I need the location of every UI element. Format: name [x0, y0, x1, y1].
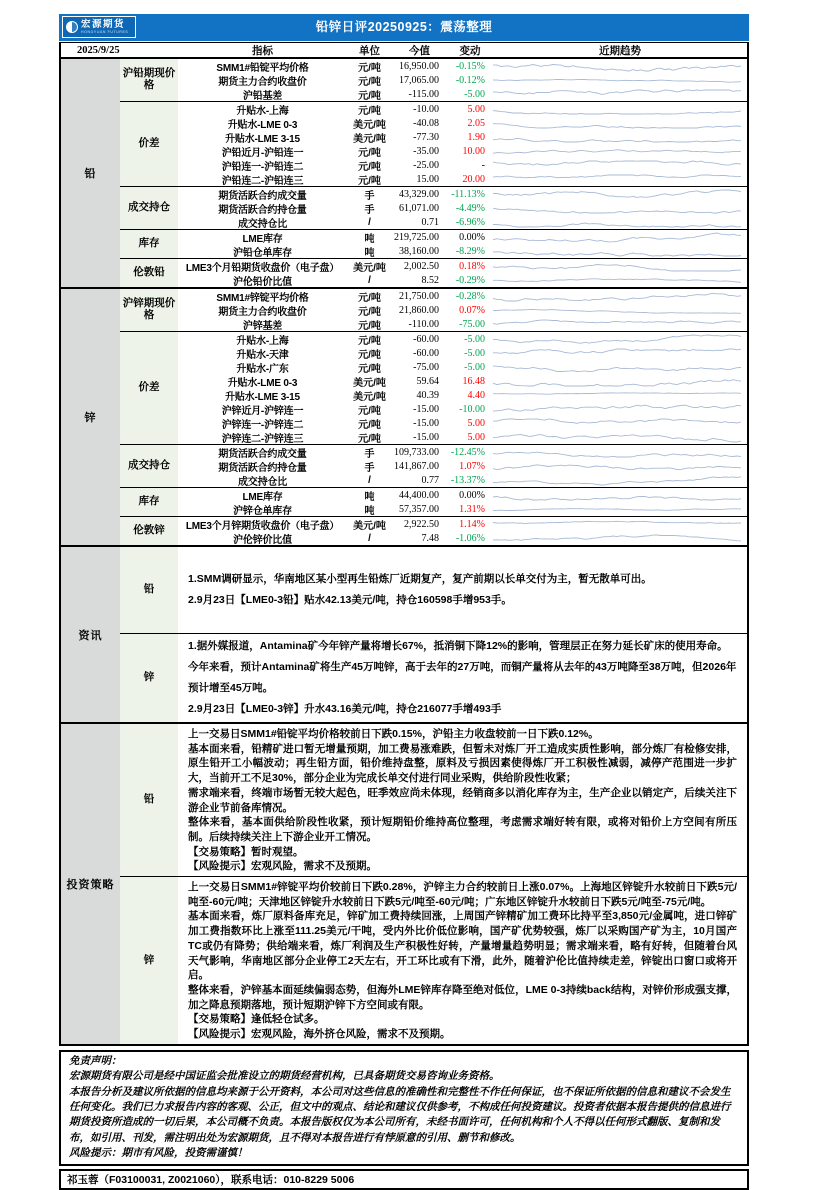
indicator-name: LME库存 [242, 234, 283, 245]
indicator-name: 期货主力合约收盘价 [218, 307, 307, 318]
table-row [178, 388, 747, 402]
trend-sparkline [493, 103, 747, 116]
indicator-group-label: 库存 [120, 488, 178, 516]
column-header-value: 今值 [409, 45, 430, 57]
analyst-footer [59, 1169, 749, 1190]
disclaimer-text [69, 1069, 739, 1161]
column-header-change: 变动 [459, 45, 481, 57]
text-line: 整体来看，基本面供给阶段性收紧，预计短期铅价维持高位整理，考虑需求端好转有限，或将对铅价上方空间有所压制。后续持续关注上下游企业开工情况。 [188, 816, 737, 843]
change-cell: 0.00% [459, 232, 485, 243]
analyst-contact: 祁玉蓉（F03100031, Z0021060），联系电话：010-8229 5006 [67, 1174, 355, 1187]
table-row [178, 402, 747, 416]
change-cell: 0.07% [459, 305, 485, 316]
value-cell: -10.00 [413, 104, 439, 115]
value-cell: -77.30 [413, 132, 439, 143]
table-row [178, 332, 747, 346]
unit-cell: 元/吨 [358, 307, 381, 318]
change-cell: 1.14% [459, 519, 485, 530]
trend-sparkline [493, 474, 747, 487]
main-table [59, 42, 749, 1046]
value-cell: 17,065.00 [399, 75, 439, 86]
trend-sparkline [493, 173, 747, 186]
unit-cell: 手 [364, 463, 375, 474]
trend-sparkline [493, 389, 747, 402]
trend-sparkline [493, 202, 747, 215]
change-cell: -6.96% [455, 217, 485, 228]
change-cell: -10.00 [459, 404, 485, 415]
indicator-group [120, 289, 747, 331]
table-row [178, 289, 747, 303]
unit-cell: / [368, 275, 371, 286]
value-cell: -15.00 [413, 404, 439, 415]
metal-sub-label: 锌 [120, 634, 178, 722]
report-date: 2025/9/25 [77, 45, 120, 56]
trend-sparkline [493, 117, 747, 130]
unit-cell: 吨 [364, 492, 375, 503]
strategy-block-铅 [120, 724, 747, 876]
title-bar [59, 14, 749, 41]
trend-sparkline [493, 417, 747, 430]
indicator-name: 升贴水-上海 [236, 336, 289, 347]
strategy-block-锌 [120, 876, 747, 1044]
change-cell: -4.49% [455, 203, 485, 214]
indicator-name: 沪锌基差 [242, 321, 283, 332]
unit-cell: 手 [364, 191, 375, 202]
unit-cell: 吨 [364, 506, 375, 517]
value-cell: -15.00 [413, 418, 439, 429]
trend-sparkline [493, 333, 747, 346]
text-line: 2.9月23日【LME0-3铅】贴水42.13美元/吨，持仓160598手增953手。 [188, 594, 512, 606]
text-line: 需求端来看，终端市场暂无较大起色，旺季效应尚未体现，经销商多以消化库存为主，生产企业以销定产，后续关注下游企业节前备库情况。 [188, 786, 737, 814]
change-cell: 16.48 [462, 376, 485, 387]
value-cell: 109,733.00 [394, 447, 439, 458]
text-line: 【交易策略】暂时观望。 [188, 845, 304, 858]
trend-sparkline [493, 260, 747, 273]
indicator-name: 期货活跃合约成交量 [218, 191, 307, 202]
trend-sparkline [493, 347, 747, 360]
change-cell: -5.00 [464, 334, 485, 345]
trend-sparkline [493, 131, 747, 144]
table-row [178, 445, 747, 459]
unit-cell: 元/吨 [358, 293, 381, 304]
news-section [61, 545, 747, 722]
trend-sparkline [493, 403, 747, 416]
text-line: 1.据外媒报道，Antamina矿今年锌产量将增长67%，抵消铜下降12%的影响，管理层正在努力延长矿床的使用寿命。今年来看，预计Antamina矿将生产45万吨锌，高于去年的27万吨，而铜产量将从去年的43万吨降至38万吨，但2026年预计增至45万吨。 [188, 640, 737, 694]
table-row [178, 502, 747, 516]
change-cell: -75.00 [459, 319, 485, 330]
value-cell: 8.52 [421, 275, 439, 286]
trend-sparkline [493, 159, 747, 172]
table-header-row [61, 43, 747, 59]
trend-sparkline [493, 503, 747, 516]
change-cell: 5.00 [467, 432, 485, 443]
table-row [178, 144, 747, 158]
change-cell: -0.28% [455, 291, 485, 302]
indicator-name: 升贴水-广东 [236, 364, 289, 375]
value-cell: -40.08 [413, 118, 439, 129]
text-line: 基本面来看，铅精矿进口暂无增量预期，加工费易涨难跌，但暂未对炼厂开工造成实质性影响，部分炼厂有检修安排，原生铅开工小幅波动；再生铅方面，铅价维持盘整，原料及亏损因素使得炼厂开工积极性减弱，减停产范围进一步扩大，当前开工不足30%，部分企业为完成长单交付进行同业采购，供给阶段性收紧； [188, 742, 737, 785]
indicator-name: 沪铅连二-沪铅连三 [221, 176, 304, 187]
text-line: 上一交易日SMM1#铅锭平均价格较前日下跌0.15%，沪铅主力收盘较前一日下跌0.12%。 [188, 728, 599, 740]
unit-cell: 手 [364, 205, 375, 216]
unit-cell: 元/吨 [358, 148, 381, 159]
change-cell: -13.37% [450, 475, 485, 486]
table-row [178, 473, 747, 487]
trend-sparkline [493, 361, 747, 374]
trend-sparkline [493, 88, 747, 101]
strategy-section [61, 722, 747, 1044]
unit-cell: 元/吨 [358, 336, 381, 347]
indicator-name: 升贴水-LME 0-3 [227, 378, 298, 389]
value-cell: -15.00 [413, 432, 439, 443]
change-cell: -5.00 [464, 362, 485, 373]
indicator-group-label: 伦敦铅 [120, 259, 178, 287]
strategy-section-label: 投资策略 [61, 724, 120, 1044]
text-line: 【交易策略】逢低轻仓试多。 [188, 1013, 325, 1026]
value-cell: 43,329.00 [399, 189, 439, 200]
company-logo [62, 16, 136, 38]
trend-sparkline [493, 518, 747, 531]
globe-logo-icon [66, 21, 78, 33]
report-title: 铅锌日评20250925：震荡整理 [315, 20, 493, 34]
indicator-group-label: 伦敦锌 [120, 517, 178, 545]
change-cell: 1.31% [459, 504, 485, 515]
table-row [178, 87, 747, 101]
indicator-name: 期货主力合约收盘价 [218, 77, 307, 88]
unit-cell: 吨 [364, 248, 375, 259]
table-row [178, 317, 747, 331]
table-row [178, 215, 747, 229]
text-line: 基本面来看，炼厂原料备库充足，锌矿加工费持续回涨，上周国产锌精矿加工费环比持平至3,850元/金属吨，进口锌矿加工费指数环比上涨至111.25美元/干吨，受内外比价低位影响，国产矿优势较强，炼厂以采购国产矿为主，10月国产TC或仍有降势；供给端来看，炼厂利润及生产积极性好转，产量增量趋势明显；需求端来看，略有好转，但随着台风天气影响，华南地区部分企业停工2天左右，开工环比或有下滑，此外，随着沪伦比值持续走差，锌锭出口窗口或将开启。 [188, 910, 737, 982]
unit-cell: 美元/吨 [353, 378, 386, 389]
news-section-label: 资讯 [61, 547, 120, 722]
indicator-group [120, 101, 747, 186]
change-cell: -1.06% [455, 533, 485, 544]
unit-cell: 吨 [364, 234, 375, 245]
table-row [178, 102, 747, 116]
text-line: 2.9月23日【LME0-3锌】升水43.16美元/吨，持仓216077手增493手 [188, 703, 502, 715]
indicator-name: SMM1#铅锭平均价格 [216, 63, 309, 74]
table-row [178, 303, 747, 317]
unit-cell: 美元/吨 [353, 521, 386, 532]
change-cell: 2.05 [467, 118, 485, 129]
unit-cell: 美元/吨 [353, 120, 386, 131]
trend-sparkline [493, 245, 747, 258]
table-body [61, 59, 747, 545]
indicator-name: 期货活跃合约持仓量 [218, 463, 307, 474]
report-content [59, 14, 749, 1190]
indicator-group-label: 价差 [120, 102, 178, 186]
trend-sparkline [493, 74, 747, 87]
value-cell: -115.00 [408, 89, 439, 100]
indicator-group-label: 成交持仓 [120, 445, 178, 487]
unit-cell: 美元/吨 [353, 263, 386, 274]
value-cell: 219,725.00 [394, 232, 439, 243]
table-row [178, 130, 747, 144]
change-cell: -0.12% [455, 75, 485, 86]
table-row [178, 201, 747, 215]
column-header-unit: 单位 [359, 45, 380, 57]
indicator-name: 沪铅基差 [242, 91, 283, 102]
value-cell: -60.00 [413, 334, 439, 345]
table-row [178, 430, 747, 444]
indicator-name: 沪铅仓单库存 [233, 248, 292, 259]
change-cell: 10.00 [462, 146, 485, 157]
change-cell: -0.15% [455, 61, 485, 72]
table-row [178, 187, 747, 201]
trend-sparkline [493, 446, 747, 459]
indicator-group [120, 331, 747, 444]
metal-section-锌 [61, 287, 747, 545]
disclaimer-paragraph: 宏源期货有限公司是经中国证监会批准设立的期货经营机构，已具备期货交易咨询业务资格。 [69, 1070, 500, 1083]
trend-sparkline [493, 431, 747, 444]
unit-cell: 元/吨 [358, 321, 381, 332]
news-block-text [178, 547, 747, 633]
indicator-name: 期货活跃合约成交量 [218, 449, 307, 460]
text-line: 1.SMM调研显示，华南地区某小型再生铅炼厂近期复产，复产前期以长单交付为主，暂无散单可出。 [188, 573, 652, 585]
change-cell: -8.29% [455, 246, 485, 257]
indicator-group-label: 沪锌期现价格 [120, 289, 178, 331]
metal-sub-label: 铅 [120, 724, 178, 876]
unit-cell: / [368, 475, 371, 486]
indicator-name: LME3个月锌期货收盘价（电子盘） [185, 521, 340, 532]
unit-cell: 美元/吨 [353, 134, 386, 145]
table-row [178, 244, 747, 258]
table-row [178, 416, 747, 430]
table-row [178, 360, 747, 374]
unit-cell: / [368, 217, 371, 228]
indicator-name: 升贴水-LME 3-15 [225, 134, 300, 145]
indicator-name: 升贴水-上海 [236, 106, 289, 117]
unit-cell: 元/吨 [358, 176, 381, 187]
metal-sub-label: 铅 [120, 547, 178, 633]
metal-label: 铅 [61, 59, 120, 287]
indicator-name: 升贴水-LME 3-15 [225, 392, 300, 403]
change-cell: 4.40 [467, 390, 485, 401]
table-row [178, 374, 747, 388]
value-cell: 7.48 [421, 533, 439, 544]
value-cell: 59.64 [416, 376, 439, 387]
value-cell: 2,922.50 [404, 519, 439, 530]
indicator-name: 升贴水-LME 0-3 [227, 120, 298, 131]
value-cell: 44,400.00 [399, 490, 439, 501]
indicator-name: 沪锌仓单库存 [233, 506, 292, 517]
text-line: 【风险提示】宏观风险，需求不及预期。 [188, 860, 377, 873]
unit-cell: 元/吨 [358, 420, 381, 431]
text-line: 上一交易日SMM1#锌锭平均价较前日下跌0.28%，沪锌主力合约较前日上涨0.07%。上海地区锌锭升水较前日下跌5元/吨至-60元/吨；天津地区锌锭升水较前日下跌5元/吨至-60元/吨；广东地区锌锭升水较前日下跌5元/吨至-75元/吨。 [188, 881, 737, 908]
trend-sparkline [493, 304, 747, 317]
change-cell: 1.90 [467, 132, 485, 143]
disclaimer-paragraph: 本报告分析及建议所依据的信息均来源于公开资料，本公司对这些信息的准确性和完整性不作任何保证，也不保证所依据的信息和建议不会发生任何变化。我们已力求报告内容的客观、公正，但文中的观点、结论和建议仅供参考，不构成任何投资建议。投资者依据本报告提供的信息进行期货投资所造成的一切后果，本公司概不负责。本报告版权仅为本公司所有，未经书面许可，任何机构和个人不得以任何形式翻版、复制和发布，如引用、刊发，需注明出处为宏源期货，且不得对本报告进行有悖原意的引用、删节和修改。 [69, 1085, 731, 1144]
indicator-name: 成交持仓比 [238, 219, 287, 230]
table-row [178, 73, 747, 87]
trend-sparkline [493, 231, 747, 244]
change-cell: -5.00 [464, 89, 485, 100]
indicator-group-label: 沪铅期现价格 [120, 59, 178, 101]
indicator-name: SMM1#锌锭平均价格 [216, 293, 309, 304]
column-header-indicator: 指标 [252, 45, 273, 57]
change-cell: 0.00% [459, 490, 485, 501]
indicator-group [120, 59, 747, 101]
table-row [178, 59, 747, 73]
company-name: 宏源期货 [81, 19, 126, 30]
indicator-name: 沪伦锌价比值 [233, 535, 292, 546]
unit-cell: 元/吨 [358, 106, 381, 117]
change-cell: 5.00 [467, 418, 485, 429]
indicator-group-label: 价差 [120, 332, 178, 444]
unit-cell: 元/吨 [358, 91, 381, 102]
unit-cell: 元/吨 [358, 364, 381, 375]
change-cell: - [481, 160, 485, 171]
trend-sparkline [493, 532, 747, 545]
unit-cell: 元/吨 [358, 434, 381, 445]
trend-sparkline [493, 216, 747, 229]
value-cell: 15.00 [416, 174, 439, 185]
indicator-group [120, 444, 747, 487]
indicator-group [120, 186, 747, 229]
text-line: 整体来看，沪锌基本面延续偏弱态势，但海外LME锌库存降至绝对低位，LME 0-3持续back结构，对锌价形成强支撑，加之降息预期落地，预计短期沪锌下方空间或有限。 [188, 983, 737, 1011]
strategy-block-text [178, 877, 747, 1044]
change-cell: -11.13% [451, 189, 485, 200]
news-block-铅 [120, 547, 747, 633]
value-cell: 16,950.00 [399, 61, 439, 72]
metal-sub-label: 锌 [120, 877, 178, 1044]
change-cell: -0.29% [455, 275, 485, 286]
metal-label: 锌 [61, 289, 120, 545]
indicator-name: 沪锌连一-沪锌连二 [221, 420, 304, 431]
trend-sparkline [493, 60, 747, 73]
table-row [178, 230, 747, 244]
unit-cell: 元/吨 [358, 350, 381, 361]
table-row [178, 459, 747, 473]
value-cell: 40.39 [416, 390, 439, 401]
value-cell: -25.00 [413, 160, 439, 171]
unit-cell: 手 [364, 449, 375, 460]
change-cell: 0.18% [459, 261, 485, 272]
indicator-name: 沪锌近月-沪锌连一 [221, 406, 304, 417]
indicator-group-label: 成交持仓 [120, 187, 178, 229]
indicator-name: 沪锌连二-沪锌连三 [221, 434, 304, 445]
disclaimer-title: 免责声明： [69, 1055, 122, 1068]
trend-sparkline [493, 290, 747, 303]
table-row [178, 259, 747, 273]
table-row [178, 273, 747, 287]
text-line: 【风险提示】宏观风险，海外挤仓风险，需求不及预期。 [188, 1028, 451, 1041]
table-row [178, 517, 747, 531]
table-row [178, 116, 747, 130]
trend-sparkline [493, 318, 747, 331]
column-header-trend: 近期趋势 [599, 45, 641, 57]
value-cell: 2,002.50 [404, 261, 439, 272]
value-cell: -75.00 [413, 362, 439, 373]
indicator-name: 成交持仓比 [238, 477, 287, 488]
value-cell: 57,357.00 [399, 504, 439, 515]
value-cell: 21,750.00 [399, 291, 439, 302]
indicator-name: LME3个月铅期货收盘价（电子盘） [185, 263, 340, 274]
indicator-group [120, 258, 747, 287]
indicator-name: 沪铅近月-沪铅连一 [221, 148, 304, 159]
trend-sparkline [493, 489, 747, 502]
indicator-name: 期货活跃合约持仓量 [218, 205, 307, 216]
value-cell: 0.71 [421, 217, 439, 228]
trend-sparkline [493, 145, 747, 158]
news-block-text [178, 634, 747, 722]
change-cell: 20.00 [462, 174, 485, 185]
trend-sparkline [493, 375, 747, 388]
value-cell: -110.00 [408, 319, 439, 330]
change-cell: -5.00 [464, 348, 485, 359]
indicator-group-label: 库存 [120, 230, 178, 258]
trend-sparkline [493, 460, 747, 473]
table-row [178, 158, 747, 172]
change-cell: -12.45% [450, 447, 485, 458]
company-name-en: HONGYUAN FUTURES [81, 29, 129, 34]
value-cell: 21,860.00 [399, 305, 439, 316]
change-cell: 1.07% [459, 461, 485, 472]
unit-cell: 元/吨 [358, 63, 381, 74]
news-block-锌 [120, 633, 747, 722]
table-row [178, 531, 747, 545]
trend-sparkline [493, 274, 747, 287]
value-cell: -60.00 [413, 348, 439, 359]
indicator-name: 沪伦铅价比值 [233, 277, 292, 288]
disclaimer-paragraph: 风险提示：期市有风险，投资需谨慎！ [69, 1146, 248, 1159]
value-cell: -35.00 [413, 146, 439, 157]
strategy-block-text [178, 724, 747, 876]
indicator-name: 沪铅连一-沪铅连二 [221, 162, 304, 173]
trend-sparkline [493, 188, 747, 201]
indicator-name: LME库存 [242, 492, 283, 503]
value-cell: 61,071.00 [399, 203, 439, 214]
unit-cell: / [368, 533, 371, 544]
unit-cell: 元/吨 [358, 406, 381, 417]
unit-cell: 元/吨 [358, 162, 381, 173]
indicator-group [120, 516, 747, 545]
value-cell: 38,160.00 [399, 246, 439, 257]
metal-section-铅 [61, 59, 747, 287]
table-row [178, 488, 747, 502]
table-row [178, 346, 747, 360]
indicator-group [120, 487, 747, 516]
value-cell: 0.77 [421, 475, 439, 486]
change-cell: 5.00 [467, 104, 485, 115]
indicator-name: 升贴水-天津 [236, 350, 289, 361]
table-row [178, 172, 747, 186]
value-cell: 141,867.00 [394, 461, 439, 472]
disclaimer-box [59, 1050, 749, 1166]
unit-cell: 美元/吨 [353, 392, 386, 403]
unit-cell: 元/吨 [358, 77, 381, 88]
indicator-group [120, 229, 747, 258]
